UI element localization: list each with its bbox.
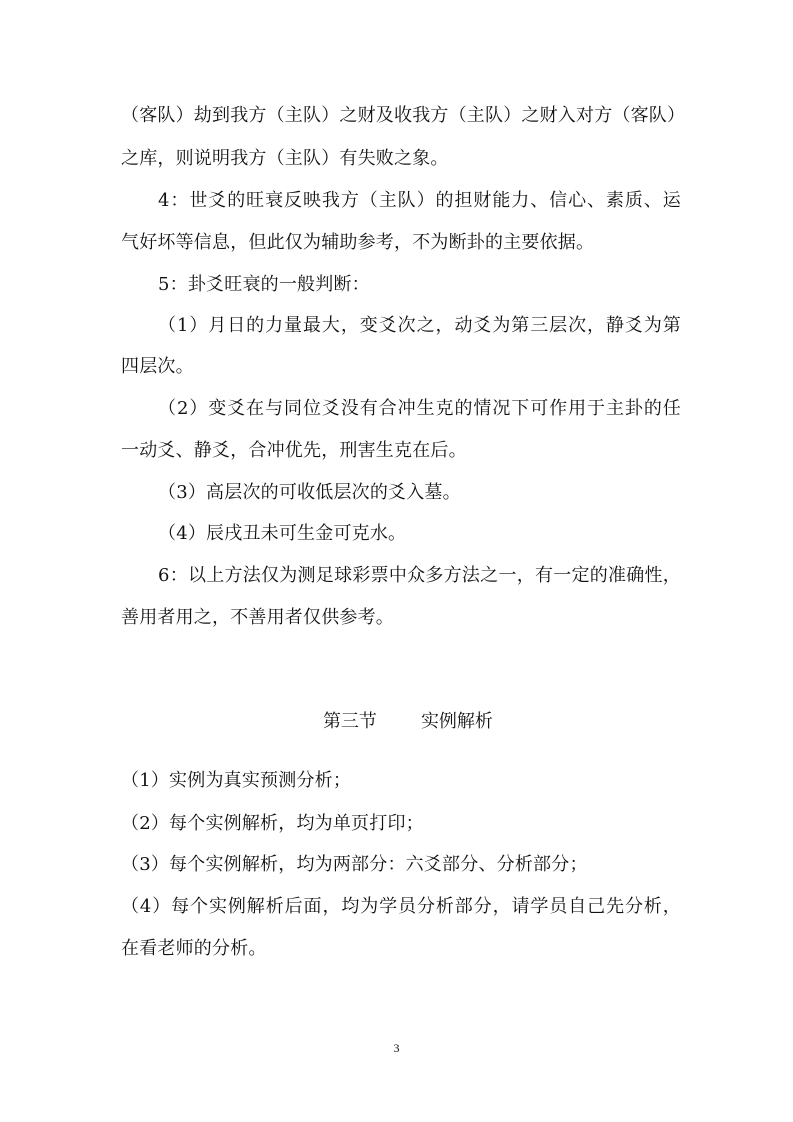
paragraph-line: 善用者用之，不善用者仅供参考。 xyxy=(121,607,394,628)
list-item: （4）每个实例解析后面，均为学员分析部分，请学员自己先分析， xyxy=(121,896,681,917)
list-item-continuation: 在看老师的分析。 xyxy=(121,938,267,959)
paragraph-line: 6：以上方法仅为测足球彩票中众多方法之一，有一定的准确性， xyxy=(158,565,681,586)
page-number: 3 xyxy=(393,1041,400,1055)
section-heading xyxy=(0,686,793,758)
paragraph-line: （2）变爻在与同位爻没有合冲生克的情况下可作用于主卦的任 xyxy=(158,398,681,419)
paragraph-line: （3）高层次的可收低层次的爻入墓。 xyxy=(158,482,461,503)
paragraph-line: 一动爻、静爻，合冲优先，刑害生克在后。 xyxy=(121,440,467,461)
paragraph-line: （4）辰戌丑未可生金可克水。 xyxy=(158,523,407,544)
paragraph-line: （1）月日的力量最大，变爻次之，动爻为第三层次，静爻为第 xyxy=(158,315,681,336)
paragraph-line: 之库，则说明我方（主队）有失败之象。 xyxy=(121,148,449,169)
section-title: 实例解析 xyxy=(420,711,493,732)
paragraph-line: 4：世爻的旺衰反映我方（主队）的担财能力、信心、素质、运 xyxy=(158,190,681,211)
list-item: （1）实例为真实预测分析； xyxy=(121,770,352,791)
paragraph-line: （客队）劫到我方（主队）之财及收我方（主队）之财入对方（客队） xyxy=(121,105,686,126)
paragraph-line: 5：卦爻旺衰的一般判断： xyxy=(158,274,370,295)
section-number: 第三节 xyxy=(322,711,377,732)
paragraph-line: 四层次。 xyxy=(121,356,194,377)
paragraph-line: 气好坏等信息，但此仅为辅助参考，不为断卦的主要依据。 xyxy=(121,232,595,253)
list-item: （3）每个实例解析，均为两部分：六爻部分、分析部分； xyxy=(121,854,588,875)
list-item: （2）每个实例解析，均为单页打印； xyxy=(121,813,424,834)
